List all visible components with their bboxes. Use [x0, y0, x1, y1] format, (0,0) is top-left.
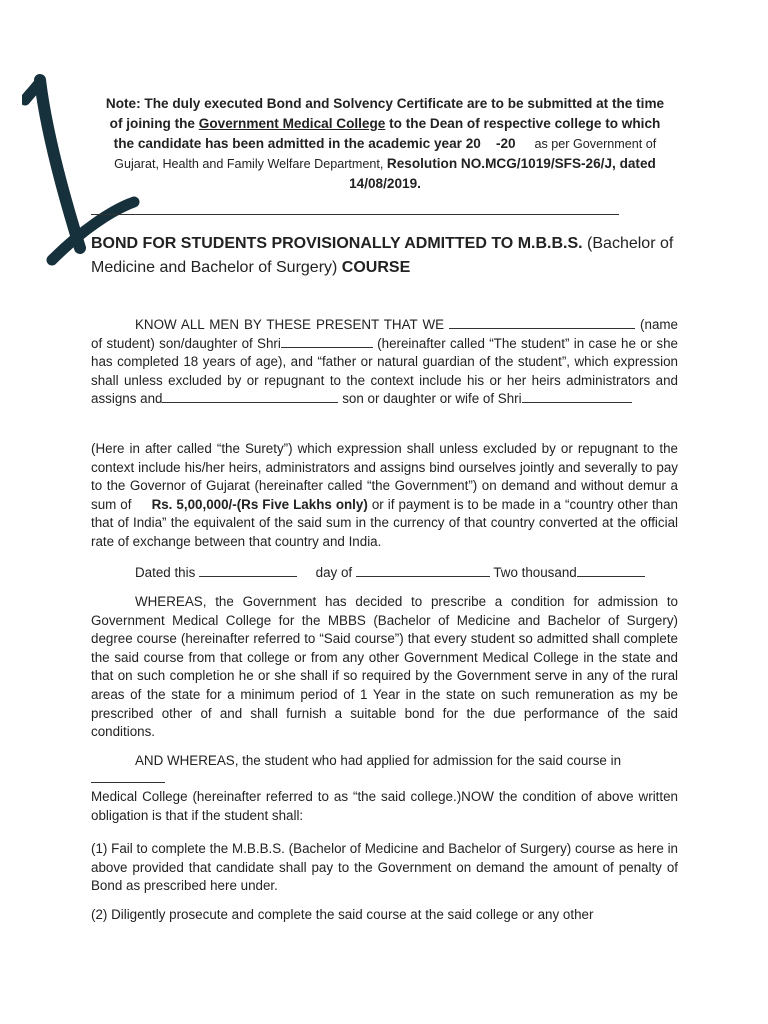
paragraph-whereas: WHEREAS, the Government has decided to prescribe a condition for admission to Government Medical College for the MBBS (Bachelor of Medicine and Bachelor of Surgery) degree course (hereinafter referred to “Said course”) that every student so admitted shall complete the said course from that college or from any other Government Medical College in the state and that on such completion he or she shall if so required by the Government serve in any of the rural areas of the state for a minimum period of 1 Year in the state on such remuneration as my be prescribed other of and shall furnish a suitable bond for the due performance of the said conditions. — [91, 594, 678, 740]
blank-month[interactable] — [356, 564, 490, 577]
note-line-2c: to the Dean of respective college to which — [385, 116, 661, 131]
blank-college-name[interactable] — [91, 770, 165, 783]
dated-line — [91, 564, 678, 583]
p1-text-a: KNOW ALL MEN BY THESE PRESENT THAT WE — [135, 317, 445, 332]
title-bold-part: BOND FOR STUDENTS PROVISIONALLY ADMITTED TO M.B.B.S. — [91, 235, 583, 252]
blank-surety-relation[interactable] — [522, 390, 632, 403]
p1-text-c: (hereinafter called “The student” in case he or she has completed 18 years of age), and “father or natural guardian of the student”, which expression shall unless excluded by or repugnant to the context include his or her heirs administrators and assigns and — [91, 335, 678, 407]
paragraph-said-college: Medical College (hereinafter referred to as “the said college.)NOW the condition of above written obligation is that if the student shall: — [91, 789, 678, 823]
two-thousand-label: Two thousand — [493, 565, 577, 580]
note-line-3b: -20 — [495, 136, 516, 151]
p2-text-a: (Here in after called “the Surety”) which expression shall unless excluded by or repugnant to the context include his/her heirs, administrators and assigns bind ourselves jointly and severally to pay to the Governor of Gujarat (hereinafter called “the Government”) on demand and without demur a sum of — [91, 441, 678, 512]
title-course-word: COURSE — [341, 259, 411, 276]
note-line-5: 14/08/2019. — [349, 176, 421, 191]
note-line-2a: of joining the — [109, 116, 199, 131]
day-of-label: day of — [315, 565, 353, 580]
blank-year[interactable] — [577, 564, 645, 577]
note-gmc: Government Medical College — [198, 116, 386, 131]
paragraph-know-all-men — [91, 316, 678, 409]
p2-text-b: or if payment is to be made in a “country other than that of India” the equivalent of the said sum in the currency of that country converted at the official rate of exchange between that country and India. — [91, 496, 678, 549]
note-line-3c: as per Government of — [534, 137, 657, 151]
p1-text-b: (name of student) son/daughter of Shri — [91, 317, 678, 351]
blank-surety-name[interactable] — [162, 390, 338, 403]
title-course-name: (Bachelor of Medicine and Bachelor of Surgery) — [91, 235, 674, 276]
divider-line — [91, 214, 619, 215]
blank-student-name[interactable] — [449, 316, 635, 329]
dated-label: Dated this — [135, 565, 196, 580]
p4-text-a: AND WHEREAS, the student who had applied for admission for the said course in — [135, 753, 622, 768]
paragraph-and-whereas — [91, 752, 678, 771]
note-line-4a: Gujarat, Health and Family Welfare Department, — [114, 157, 387, 171]
bond-title — [91, 232, 691, 280]
clause-1: (1) Fail to complete the M.B.B.S. (Bachelor of Medicine and Bachelor of Surgery) course as here in above provided that candidate shall pay to the Government on demand the amount of penalty of Bond as prescribed here under. — [91, 841, 678, 894]
paragraph-surety — [91, 440, 678, 552]
blank-date[interactable] — [199, 564, 297, 577]
submission-note — [90, 94, 680, 194]
note-line-3a: the candidate has been admitted in the academic year 20 — [113, 136, 481, 151]
blank-college-line — [91, 770, 678, 786]
note-resolution: Resolution NO.MCG/1019/SFS-26/J, dated — [386, 156, 656, 171]
bond-amount: Rs. 5,00,000/-(Rs Five Lakhs only) — [151, 496, 368, 512]
note-line-1: Note: The duly executed Bond and Solvency Certificate are to be submitted at the time — [105, 96, 665, 111]
p1-text-d: son or daughter or wife of Shri — [342, 391, 522, 407]
clause-2: (2) Diligently prosecute and complete the said course at the said college or any other — [91, 907, 594, 922]
blank-parent-name[interactable] — [281, 335, 373, 348]
